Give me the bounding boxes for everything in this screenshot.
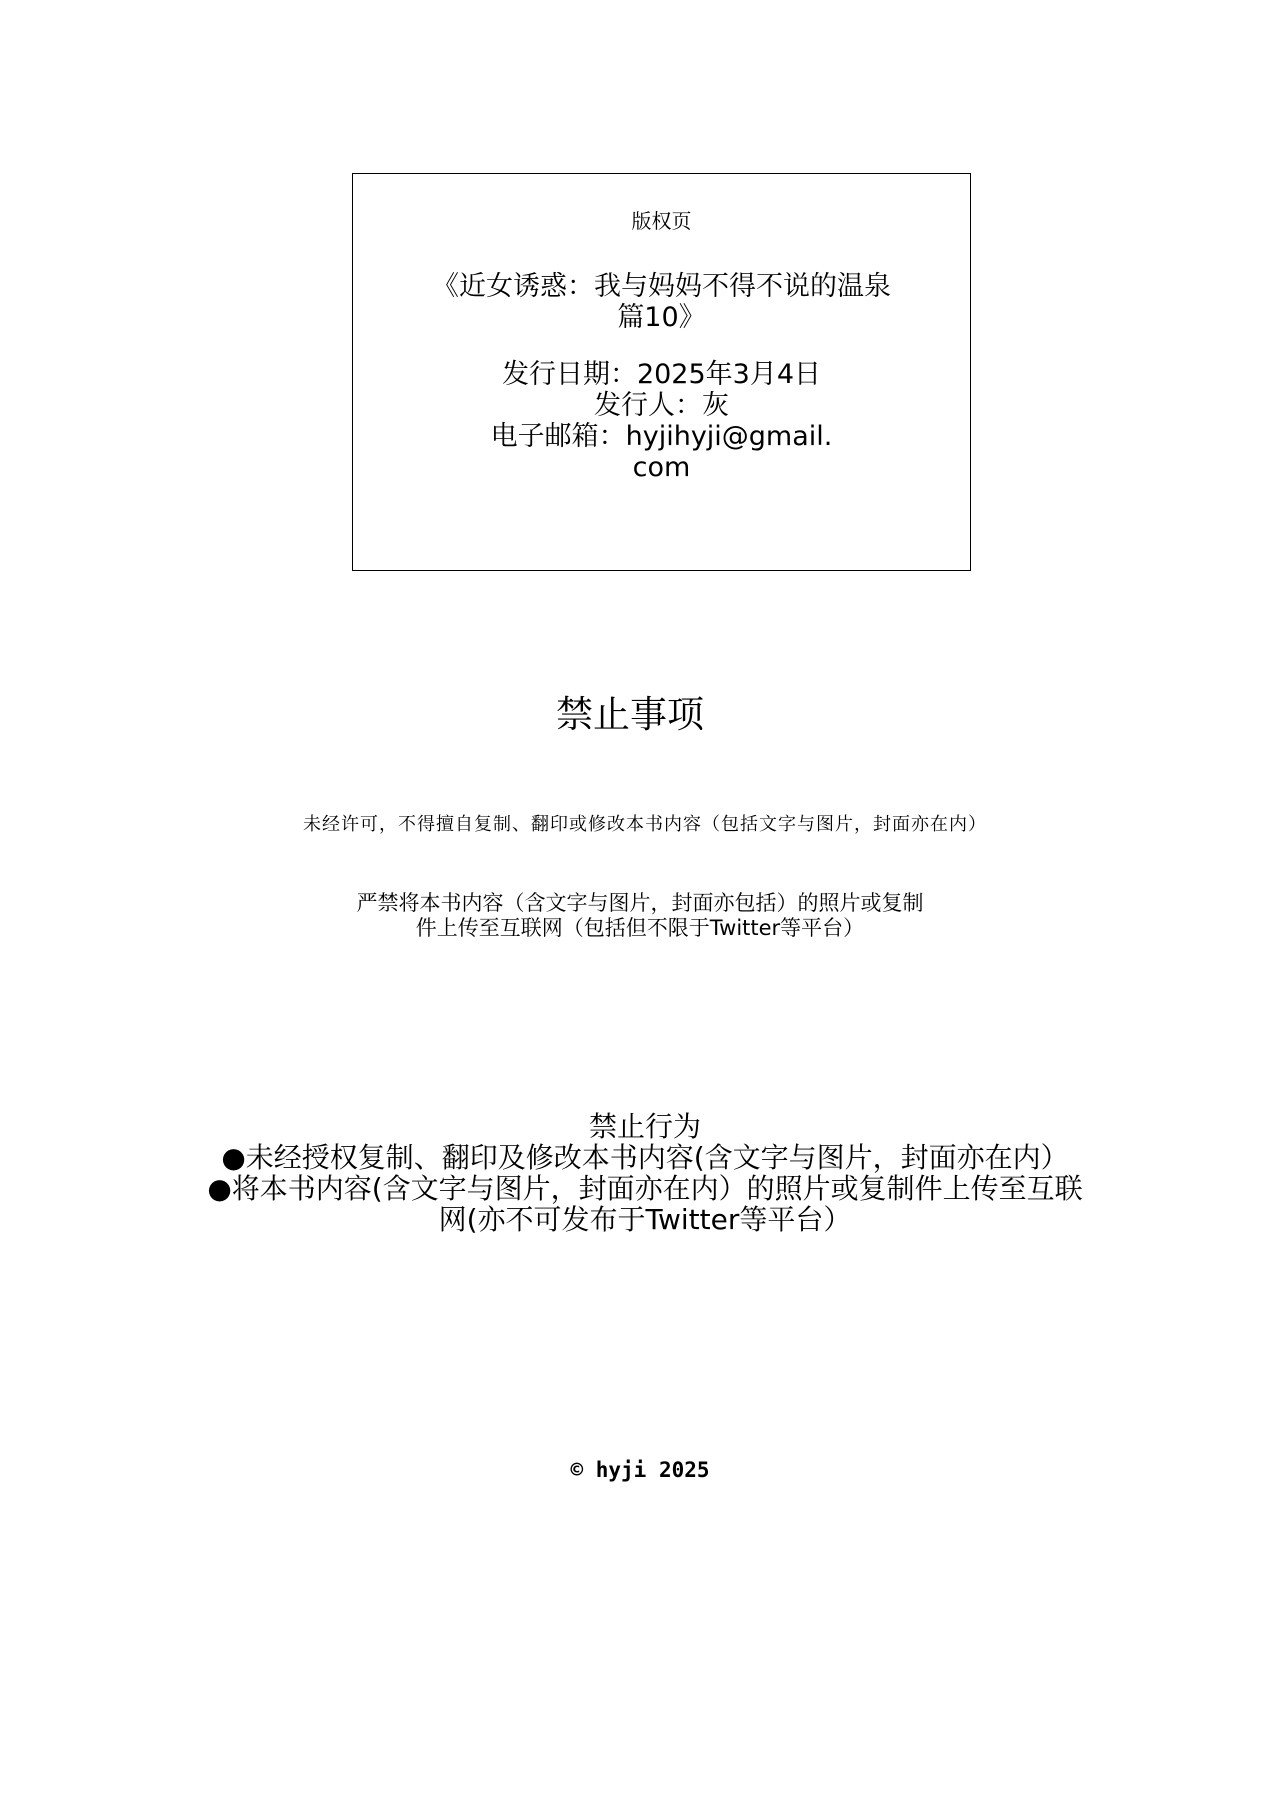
publication-info	[353, 359, 970, 483]
copyright-page-box	[352, 173, 971, 571]
prohibited-act-line-3: 网(亦不可发布于Twitter等平台）	[438, 1203, 852, 1236]
restriction-notice-2	[0, 891, 1280, 941]
book-title-line-2: 篇10》	[617, 302, 706, 333]
restriction-notice-2-line-2: 件上传至互联网（包括但不限于Twitter等平台）	[415, 916, 865, 940]
book-title-line-1: 《近女诱惑：我与妈妈不得不说的温泉	[432, 271, 891, 302]
prohibited-act-line-1: ●未经授权复制、翻印及修改本书内容(含文字与图片，封面亦在内）	[221, 1141, 1069, 1174]
restriction-notice-1: 未经许可，不得擅自复制、翻印或修改本书内容（包括文字与图片，封面亦在内）	[303, 814, 987, 835]
footer-copyright: © hyji 2025	[570, 1458, 710, 1482]
prohibited-act-line-2: ●将本书内容(含文字与图片，封面亦在内）的照片或复制件上传至互联	[207, 1172, 1083, 1205]
prohibited-acts	[0, 1111, 1280, 1235]
email-line-2: com	[632, 452, 691, 483]
copyright-page-heading: 版权页	[631, 209, 692, 233]
prohibited-acts-title: 禁止行为	[588, 1110, 701, 1143]
book-title	[383, 271, 940, 333]
release-date: 发行日期：2025年3月4日	[501, 359, 822, 390]
publisher: 发行人：灰	[594, 390, 729, 421]
restrictions-title: 禁止事项	[556, 693, 704, 736]
restriction-notice-2-line-1: 严禁将本书内容（含文字与图片，封面亦包括）的照片或复制	[356, 891, 924, 915]
email-line-1: 电子邮箱：hyjihyji@gmail.	[490, 421, 833, 452]
